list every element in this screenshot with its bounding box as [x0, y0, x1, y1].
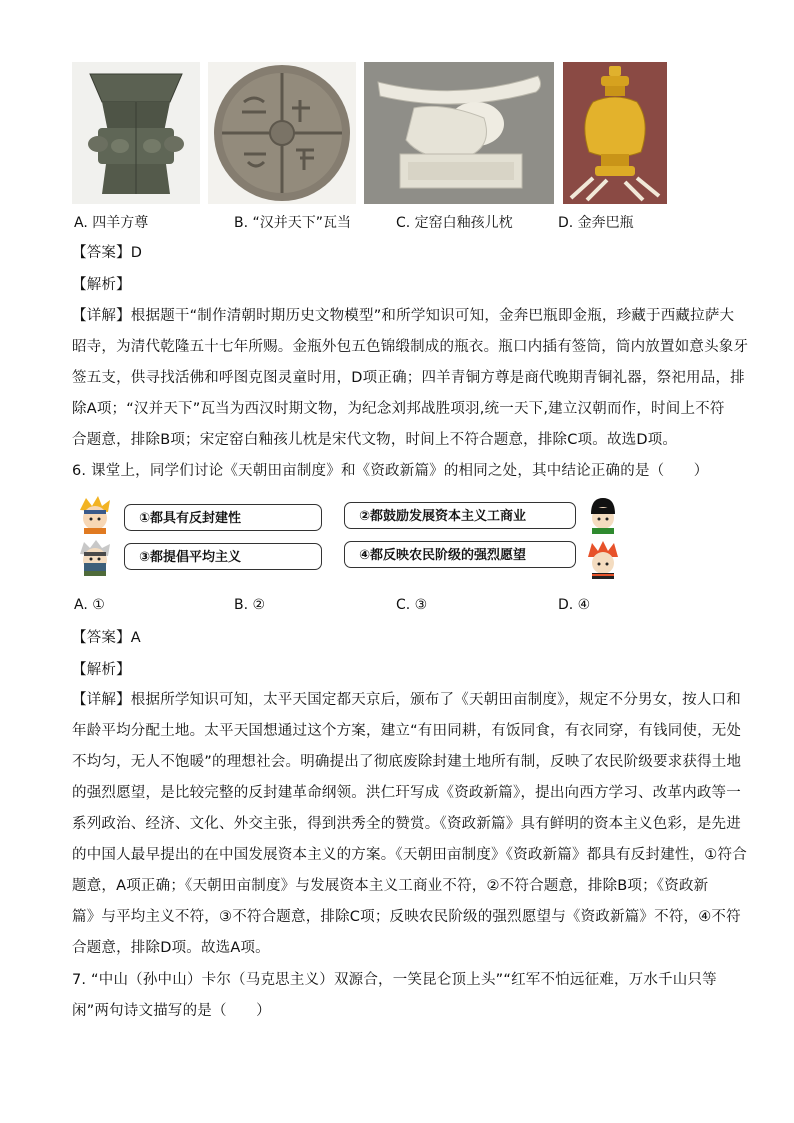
q7-stem-2: 闲”两句诗文描写的是（ ） — [72, 1003, 271, 1019]
q5-detail-1: 【详解】根据题干“制作清朝时期历史文物模型”和所学知识可知，金奔巴瓶即金瓶，珍藏于西藏拉萨大 — [72, 308, 735, 324]
q5-detail-4: 除A项；“汉并天下”瓦当为西汉时期文物，为纪念刘邦战胜项羽,统一天下,建立汉朝而作，时间上不符 — [72, 401, 725, 417]
q6-stem: 6. 课堂上，同学们讨论《天朝田亩制度》和《资政新篇》的相同之处，其中结论正确的是（ ） — [72, 463, 709, 479]
bubble-3: ③都提倡平均主义 — [124, 543, 322, 570]
student-face-3-icon — [584, 496, 622, 534]
q5-analysis: 【解析】 — [72, 277, 131, 293]
q6-option-d: D. ④ — [558, 597, 591, 613]
student-face-1-icon — [76, 496, 114, 534]
student-face-4-icon — [584, 541, 622, 579]
q6-option-a: A. ① — [74, 597, 105, 613]
q6-analysis: 【解析】 — [72, 662, 131, 678]
q5-detail-5: 合题意，排除B项；宋定窑白釉孩儿枕是宋代文物，时间上不符合题意，排除C项。故选D项。 — [72, 432, 678, 448]
q6-detail-2: 年龄平均分配土地。太平天国想通过这个方案，建立“有田同耕，有饭同食，有衣同穿，有钱同使，无处 — [72, 723, 742, 739]
q5-detail-3: 签五支，供寻找活佛和呼图克图灵童时用，D项正确；四羊青铜方尊是商代晚期青铜礼器，祭祀用品，排 — [72, 370, 745, 386]
bubble-2: ②都鼓励发展资本主义工商业 — [344, 502, 576, 529]
gold-vase-image — [563, 62, 667, 204]
q6-detail-5: 系列政治、经济、文化、外交主张，得到洪秀全的赞赏。《资政新篇》具有鲜明的资本主义色彩，是先进 — [72, 816, 741, 832]
q6-answer: 【答案】A — [72, 630, 141, 646]
q5-answer: 【答案】D — [72, 245, 143, 261]
q6-option-b: B. ② — [234, 597, 266, 613]
q6-detail-9: 合题意，排除D项。故选A项。 — [72, 940, 270, 956]
han-tile-image — [208, 62, 356, 204]
q7-stem-1: 7. “中山（孙中山）卡尔（马克思主义）双源合，一笑昆仑顶上头”“红军不怕远征难，万水千山只等 — [72, 972, 717, 988]
q6-detail-3: 不均匀，无人不饱暖”的理想社会。明确提出了彻底废除封建土地所有制，反映了农民阶级要求获得土地 — [72, 754, 742, 770]
bubble-1: ①都具有反封建性 — [124, 504, 322, 531]
q6-detail-1: 【详解】根据所学知识可知，太平天国定都天京后，颁布了《天朝田亩制度》，规定不分男女，按人口和 — [72, 692, 741, 708]
q6-option-c: C. ③ — [396, 597, 428, 613]
caption-a: A. 四羊方尊 — [74, 215, 149, 231]
four-sheep-zun-image — [72, 62, 200, 204]
q6-detail-7: 题意，A项正确；《天朝田亩制度》与发展资本主义工商业不符，②不符合题意，排除B项；《资政新 — [72, 878, 709, 894]
student-face-2-icon — [76, 538, 114, 576]
bubble-4: ④都反映农民阶级的强烈愿望 — [344, 541, 576, 568]
ding-pillow-image — [364, 62, 554, 204]
q5-detail-2: 昭寺，为清代乾隆五十七年所赐。金瓶外包五色锦缎制成的瓶衣。瓶口内插有签筒，筒内放置如意头象牙 — [72, 339, 749, 355]
q6-detail-4: 的强烈愿望，是比较完整的反封建革命纲领。洪仁玕写成《资政新篇》，提出向西方学习、改革内政等一 — [72, 785, 741, 801]
q6-detail-6: 的中国人最早提出的在中国发展资本主义的方案。《天朝田亩制度》《资政新篇》都具有反封建性，①符合 — [72, 847, 747, 863]
q6-detail-8: 篇》与平均主义不符，③不符合题意，排除C项；反映农民阶级的强烈愿望与《资政新篇》不符，④不符 — [72, 909, 741, 925]
caption-b: B. “汉并天下”瓦当 — [234, 215, 352, 231]
caption-d: D. 金奔巴瓶 — [558, 215, 634, 231]
caption-c: C. 定窑白釉孩儿枕 — [396, 215, 513, 231]
